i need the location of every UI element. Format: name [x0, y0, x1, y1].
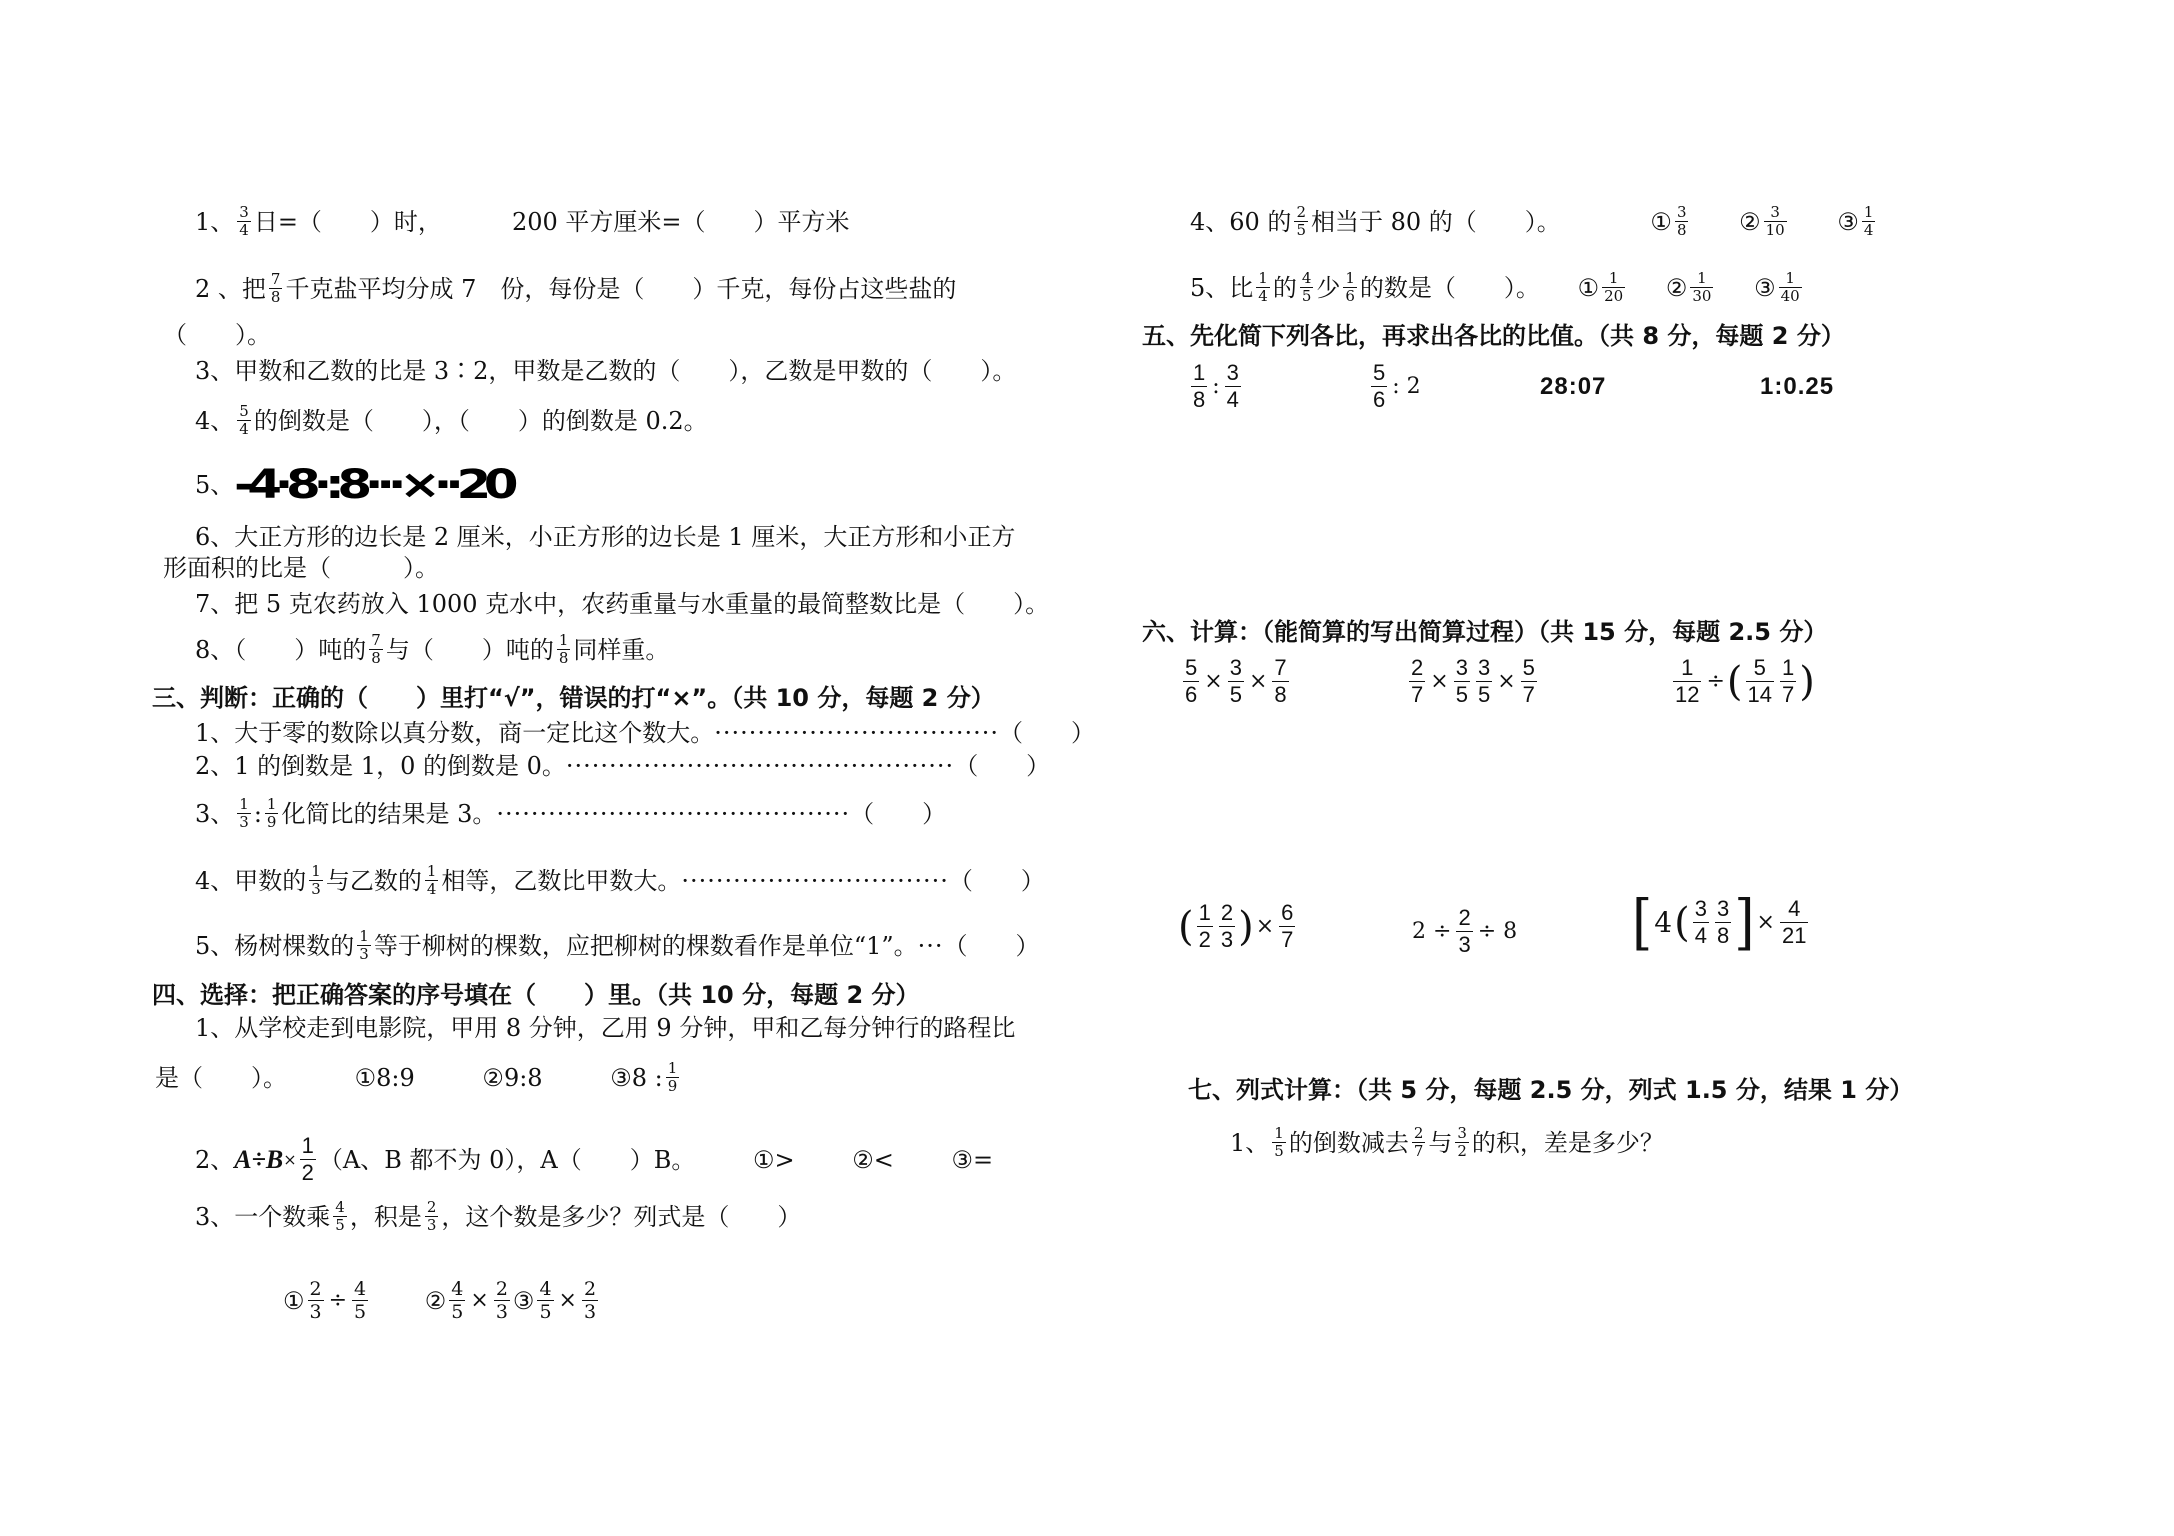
- fraction: $\frac{3}{5}$: [1229, 655, 1242, 707]
- fraction: $\frac{1}{5}$: [1274, 1124, 1284, 1160]
- fraction: $\frac{2}{7}$: [1413, 1124, 1424, 1160]
- choice-question-5: 5、比 $\frac{1}{4}$ 的 $\frac{4}{5}$ 少 $\frac{1}{6}$ 的数是（ ）。 ① $\frac{1}{20}$ ② $\frac{1}{30}$ ③ $\frac{1}{40}$: [1190, 269, 1800, 305]
- fraction: $\frac{7}{8}$: [1274, 655, 1287, 707]
- judge-item-3: 3、 $\frac{1}{3}$ : $\frac{1}{9}$ 化简比的结果是 3。·········································（ ）: [195, 795, 947, 831]
- fraction: $\frac{1}{3}$: [311, 862, 321, 898]
- fraction: $\frac{5}{6}$: [1373, 360, 1386, 412]
- garbled-expression: -4·8·:8···×··20: [234, 461, 512, 508]
- choice-question-1-continued: 是（ ）。 ①8:9 ②9:8 ③8 : $\frac{1}{9}$: [155, 1059, 678, 1095]
- fraction: $\frac{2}{3}$: [1458, 905, 1471, 957]
- fraction: $\frac{1}{7}$: [1782, 655, 1795, 707]
- calc-expression-2: $\frac{2}{7}$ × $\frac{3}{5}$ $\frac{3}{5}$ × $\frac{5}{7}$: [1411, 655, 1535, 707]
- fraction: $\frac{5}{7}$: [1522, 655, 1535, 707]
- fraction: $\frac{3}{8}$: [1716, 896, 1730, 948]
- fraction: $\frac{1}{2}$: [1198, 900, 1211, 952]
- choice-question-1: 1、从学校走到电影院，甲用 8 分钟，乙用 9 分钟，甲和乙每分钟行的路程比: [195, 1014, 1016, 1042]
- ratio-4: 1:0.25: [1760, 373, 1835, 400]
- fraction: $\frac{5}{4}$: [239, 402, 249, 438]
- section-5-title: 五、先化简下列各比，再求出各比的比值。（共 8 分，每题 2 分）: [1142, 322, 1845, 350]
- fill-question-3: 3、甲数和乙数的比是 3∶2，甲数是乙数的（ ），乙数是甲数的（ ）。: [195, 357, 1017, 385]
- choice-question-3: 3、一个数乘 $\frac{4}{5}$ ，积是 $\frac{2}{3}$ ，这个数是多少？列式是（ ）: [195, 1198, 802, 1234]
- ratio-3: 28:07: [1540, 373, 1607, 400]
- fraction: $\frac{3}{5}$: [1455, 655, 1468, 707]
- list-calc-question-1: 1、 $\frac{1}{5}$ 的倒数减去 $\frac{2}{7}$ 与 $\frac{3}{2}$ 的积，差是多少？: [1230, 1124, 1664, 1160]
- fill-question-5: 5、-4·8·:8···×··20: [195, 461, 512, 508]
- ratio-2: $\frac{5}{6}$ : 2: [1373, 360, 1421, 412]
- fraction: $\frac{7}{8}$: [371, 631, 381, 667]
- fraction: $\frac{4}{5}$: [1301, 269, 1312, 305]
- fraction: $\frac{4}{5}$: [539, 1278, 552, 1323]
- fraction: $\frac{4}{5}$: [335, 1198, 345, 1234]
- fraction: $\frac{2}{5}$: [1296, 203, 1306, 239]
- fraction: $\frac{1}{6}$: [1345, 269, 1355, 305]
- fill-question-4: 4、 $\frac{5}{4}$ 的倒数是（ ），（ ）的倒数是 0.2。: [195, 402, 708, 438]
- fraction: $\frac{2}{3}$: [583, 1278, 597, 1323]
- fraction: $\frac{2}{3}$: [309, 1278, 322, 1323]
- fraction: $\frac{3}{10}$: [1765, 203, 1785, 239]
- fraction: $\frac{5}{14}$: [1747, 655, 1773, 707]
- section-6-title: 六、计算：（能简算的写出简算过程）（共 15 分，每题 2.5 分）: [1142, 618, 1828, 646]
- fraction: $\frac{2}{3}$: [1220, 900, 1234, 952]
- fill-question-7: 7、把 5 克农药放入 1000 克水中，农药重量与水重量的最简整数比是（ ）。: [195, 590, 1050, 618]
- ratio-1: $\frac{1}{8}$ : $\frac{3}{4}$: [1193, 360, 1239, 412]
- judge-item-4: 4、甲数的 $\frac{1}{3}$ 与乙数的 $\frac{1}{4}$ 相等，乙数比甲数大。·······························（ ）: [195, 862, 1045, 898]
- fraction: $\frac{1}{30}$: [1692, 269, 1712, 305]
- judge-item-5: 5、杨树棵数的 $\frac{1}{3}$ 等于柳树的棵数，应把柳树的棵数看作是单位“1”。···（ ）: [195, 927, 1040, 963]
- fill-question-2-continued: （ ）。: [163, 321, 271, 349]
- fraction: $\frac{1}{2}$: [301, 1133, 314, 1185]
- fill-question-2: 2 、把 $\frac{7}{8}$ 千克盐平均分成 7 份，每份是（ ）千克，每份占这些盐的: [195, 270, 957, 306]
- fraction: $\frac{1}{9}$: [266, 795, 277, 831]
- fraction: $\frac{3}{4}$: [239, 203, 249, 239]
- fraction: $\frac{2}{7}$: [1411, 655, 1424, 707]
- fraction: $\frac{2}{3}$: [426, 1198, 437, 1234]
- judge-item-1: 1、大于零的数除以真分数，商一定比这个数大。·································（ ）: [195, 718, 1096, 747]
- calc-expression-4: ( $\frac{1}{2}$ $\frac{2}{3}$ )× $\frac{6}{7}$: [1178, 900, 1294, 952]
- choice-question-2: 2、A÷B× $\frac{1}{2}$ （A、B 都不为 0），A（ ）B。 ①> ②< ③=: [195, 1133, 994, 1185]
- fraction: $\frac{1}{8}$: [1193, 360, 1206, 412]
- fraction: $\frac{5}{6}$: [1185, 655, 1198, 707]
- section-4-title: 四、选择：把正确答案的序号填在（ ）里。（共 10 分，每题 2 分）: [152, 981, 920, 1009]
- calc-expression-1: $\frac{5}{6}$ × $\frac{3}{5}$ × $\frac{7}{8}$: [1185, 655, 1287, 707]
- calc-expression-5: 2 ÷ $\frac{2}{3}$ ÷ 8: [1412, 905, 1518, 957]
- choice-question-4: 4、60 的 $\frac{2}{5}$ 相当于 80 的（ ）。 ① $\frac{3}{8}$ ② $\frac{3}{10}$ ③ $\frac{1}{4}$: [1190, 203, 1874, 239]
- fraction: $\frac{3}{8}$: [1676, 203, 1687, 239]
- section-7-title: 七、列式计算：（共 5 分，每题 2.5 分，列式 1.5 分，结果 1 分）: [1188, 1076, 1914, 1104]
- calc-expression-3: $\frac{1}{12}$ ÷( $\frac{5}{14}$ $\frac{1}{7}$ ): [1675, 655, 1815, 707]
- right-column: [1100, 0, 2174, 1536]
- fraction: $\frac{1}{20}$: [1604, 269, 1624, 305]
- fraction: $\frac{3}{5}$: [1477, 655, 1491, 707]
- fraction: $\frac{1}{4}$: [1863, 203, 1874, 239]
- fraction: $\frac{1}{3}$: [359, 927, 369, 963]
- fraction: $\frac{6}{7}$: [1281, 900, 1294, 952]
- choice-question-3-options: ① $\frac{2}{3}$ ÷ $\frac{4}{5}$ ② $\frac{4}{5}$ × $\frac{2}{3}$ ③ $\frac{4}{5}$ × $\frac{2}{3}$: [283, 1278, 597, 1323]
- fraction: $\frac{1}{3}$: [239, 795, 249, 831]
- section-3-title: 三、判断：正确的（ ）里打“√”，错误的打“×”。（共 10 分，每题 2 分）: [152, 684, 995, 712]
- fraction: $\frac{2}{3}$: [495, 1278, 508, 1323]
- fraction: $\frac{1}{8}$: [558, 631, 569, 667]
- fraction: $\frac{7}{8}$: [270, 270, 281, 306]
- fraction: $\frac{3}{4}$: [1226, 360, 1239, 412]
- fill-question-8: 8、（ ）吨的 $\frac{7}{8}$ 与（ ）吨的 $\frac{1}{8}$ 同样重。: [195, 631, 670, 667]
- fraction: $\frac{3}{2}$: [1457, 1124, 1467, 1160]
- judge-item-2: 2、1 的倒数是 1，0 的倒数是 0。·············································（ ）: [195, 751, 1051, 780]
- fraction: $\frac{1}{9}$: [667, 1059, 678, 1095]
- fraction: $\frac{1}{40}$: [1780, 269, 1800, 305]
- fill-question-6-continued: 形面积的比是（ ）。: [163, 554, 439, 582]
- fraction: $\frac{4}{5}$: [451, 1278, 464, 1323]
- fill-question-6: 6、大正方形的边长是 2 厘米，小正方形的边长是 1 厘米，大正方形和小正方: [195, 523, 1016, 551]
- fraction: $\frac{1}{12}$: [1675, 655, 1700, 707]
- fraction: $\frac{3}{4}$: [1694, 896, 1707, 948]
- calc-expression-6: [4( $\frac{3}{4}$ $\frac{3}{8}$ ]× $\frac{4}{21}$: [1632, 888, 1807, 957]
- fraction: $\frac{4}{5}$: [354, 1278, 367, 1323]
- fill-question-1: 1、 $\frac{3}{4}$ 日=（ ）时， 200 平方厘米=（ ）平方米: [195, 203, 850, 239]
- fraction: $\frac{1}{4}$: [426, 862, 437, 898]
- fraction: $\frac{1}{4}$: [1258, 269, 1268, 305]
- fraction: $\frac{4}{21}$: [1781, 896, 1807, 948]
